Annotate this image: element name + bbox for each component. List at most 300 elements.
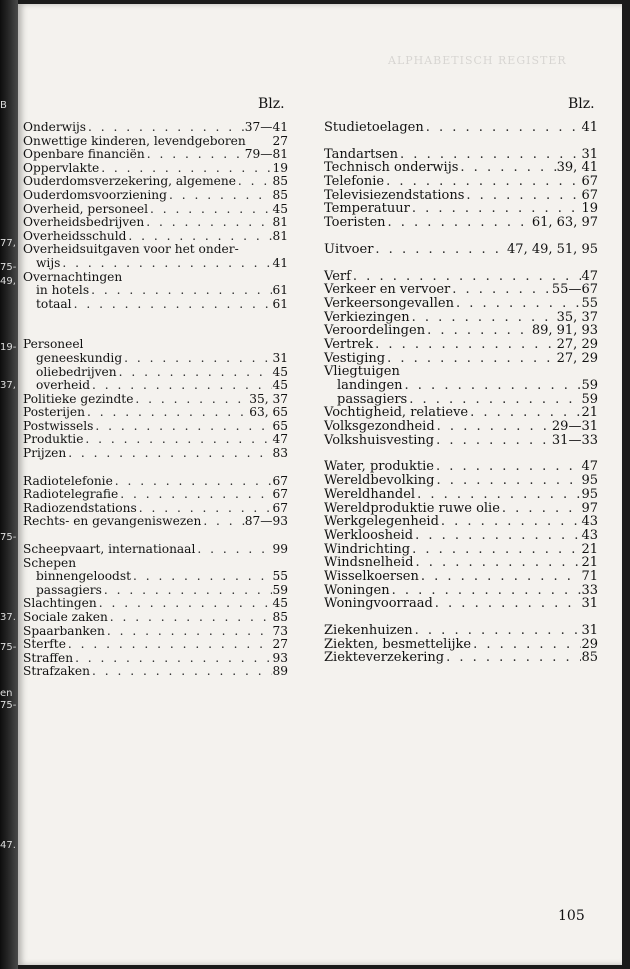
- dot-leader: [450, 283, 552, 297]
- entry-pages: 47: [272, 432, 288, 447]
- entry-label: Produktie: [23, 432, 84, 447]
- entry-label: Studietoelagen: [324, 120, 424, 135]
- dot-leader: [413, 556, 581, 570]
- entry-label: Televisiezendstations: [324, 187, 465, 203]
- margin-fragment: 47.: [0, 840, 16, 851]
- dot-leader: [413, 624, 582, 638]
- entry-label: Openbare financiën: [23, 147, 145, 162]
- entry-pages: 85: [272, 187, 288, 202]
- dot-leader: [385, 352, 557, 366]
- section-gap: [324, 257, 598, 270]
- entry-pages: 43: [581, 527, 598, 543]
- entry-label: binnengeloodst: [36, 569, 132, 584]
- dot-leader: [108, 611, 273, 625]
- entry-pages: 83: [272, 446, 288, 461]
- dot-leader: [433, 597, 582, 611]
- index-entry: [324, 597, 598, 611]
- index-entry: [324, 243, 598, 257]
- scan-edge-left: [0, 0, 18, 969]
- entry-pages: 55—67: [551, 282, 598, 298]
- index-entry: [23, 257, 288, 271]
- dot-leader: [398, 148, 581, 162]
- entry-pages: 67: [272, 473, 288, 488]
- index-entry: [324, 121, 598, 135]
- index-entry: [324, 529, 598, 543]
- index-entry: [324, 556, 598, 570]
- index-entry: [23, 488, 288, 502]
- index-entry: [23, 338, 288, 352]
- entry-label: Temperatuur: [324, 201, 410, 217]
- entry-label: Ziekenhuizen: [324, 623, 413, 638]
- index-entry: [23, 148, 288, 162]
- entry-label: Slachtingen: [23, 596, 97, 611]
- index-entry: [23, 475, 288, 489]
- index-entry: [23, 162, 288, 176]
- dot-leader: [60, 257, 272, 271]
- index-entry: [324, 543, 598, 557]
- entry-pages: 21: [581, 405, 598, 421]
- index-entry: [324, 624, 598, 638]
- dot-leader: [90, 665, 273, 679]
- dot-leader: [464, 189, 581, 203]
- index-entry: [23, 638, 288, 652]
- entry-label: Verf: [324, 268, 351, 284]
- entry-pages: 29: [581, 636, 598, 652]
- entry-label: Overheid, personeel: [23, 201, 149, 216]
- entry-pages: 81: [272, 215, 288, 230]
- dot-leader: [386, 216, 532, 230]
- dot-leader: [86, 121, 245, 135]
- entry-pages: 99: [272, 542, 288, 557]
- right-column-blz-label: Blz.: [568, 96, 595, 112]
- entry-pages: 27, 29: [556, 350, 598, 366]
- dot-leader: [73, 652, 272, 666]
- entry-label: Vliegtuigen: [324, 364, 400, 380]
- dot-leader: [195, 543, 272, 557]
- index-entry: [23, 175, 288, 189]
- entry-label: Sterfte: [23, 637, 66, 652]
- entry-pages: 33: [581, 582, 598, 598]
- index-entry: [23, 447, 288, 461]
- dot-leader: [102, 584, 273, 598]
- entry-label: Ziekteverzekering: [324, 650, 445, 666]
- entry-label: Technisch onderwijs: [324, 160, 459, 176]
- dot-leader: [118, 488, 272, 502]
- entry-label: Prijzen: [23, 446, 67, 461]
- entry-label: Ouderdomsvoorziening: [23, 187, 167, 202]
- dot-leader: [144, 216, 272, 230]
- entry-pages: 87—93: [244, 514, 288, 529]
- dot-leader: [83, 433, 272, 447]
- entry-pages: 31: [581, 146, 598, 162]
- entry-label: geneeskundig: [36, 350, 123, 365]
- index-entry: [23, 625, 288, 639]
- dot-leader: [468, 406, 581, 420]
- entry-label: Werkgelegenheid: [324, 514, 439, 530]
- entry-label: Veroordelingen: [324, 323, 426, 339]
- entry-pages: 35, 37: [556, 309, 598, 325]
- index-entry: [23, 652, 288, 666]
- left-index-column: [23, 121, 288, 679]
- dot-leader: [93, 420, 272, 434]
- index-entry: [23, 543, 288, 557]
- dot-leader: [133, 393, 249, 407]
- dot-leader: [66, 638, 273, 652]
- entry-pages: 93: [272, 650, 288, 665]
- entry-label: Verkiezingen: [324, 309, 410, 325]
- index-entry: [324, 297, 598, 311]
- entry-label: Uitvoer: [324, 241, 374, 257]
- index-entry: [324, 651, 598, 665]
- index-entry: [324, 379, 598, 393]
- entry-pages: 95: [581, 486, 598, 502]
- index-entry: [23, 406, 288, 420]
- entry-pages: 45: [272, 378, 288, 393]
- index-entry: [324, 393, 598, 407]
- entry-label: Straffen: [23, 650, 74, 665]
- dot-leader: [97, 597, 273, 611]
- dot-leader: [410, 311, 557, 325]
- entry-pages: 85: [581, 650, 598, 666]
- index-entry: [23, 203, 288, 217]
- entry-pages: 45: [272, 201, 288, 216]
- entry-label: in hotels: [36, 283, 90, 298]
- index-entry: [23, 366, 288, 380]
- index-entry: [324, 161, 598, 175]
- dot-leader: [407, 393, 581, 407]
- dot-leader: [167, 189, 273, 203]
- entry-pages: 27, 29: [556, 336, 598, 352]
- index-entry: [324, 202, 598, 216]
- entry-label: Strafzaken: [23, 664, 90, 679]
- index-entry: [324, 216, 598, 230]
- index-entry: [23, 611, 288, 625]
- entry-label: Spaarbanken: [23, 623, 105, 638]
- entry-pages: 19: [272, 160, 288, 175]
- index-entry: [23, 230, 288, 244]
- index-entry: [324, 311, 598, 325]
- margin-fragment: 37.: [0, 612, 16, 623]
- entry-pages: 95: [581, 473, 598, 489]
- dot-leader: [454, 297, 582, 311]
- entry-label: Overheidsbedrijven: [23, 215, 145, 230]
- dot-leader: [434, 474, 581, 488]
- entry-pages: 31: [272, 350, 288, 365]
- entry-label: Wereldproduktie ruwe olie: [324, 500, 500, 516]
- entry-label: Radiotelefonie: [23, 473, 113, 488]
- entry-label: Vestiging: [324, 350, 386, 366]
- entry-label: Personeel: [23, 337, 84, 352]
- dot-leader: [117, 366, 273, 380]
- index-entry: [23, 189, 288, 203]
- index-entry: [23, 557, 288, 571]
- dot-leader: [410, 543, 581, 557]
- dot-leader: [201, 515, 244, 529]
- entry-pages: 47: [581, 459, 598, 475]
- index-entry: [324, 283, 598, 297]
- dot-leader: [131, 570, 272, 584]
- entry-pages: 47, 49, 51, 95: [507, 241, 598, 257]
- index-entry: [23, 570, 288, 584]
- entry-pages: 85: [272, 174, 288, 189]
- dot-leader: [413, 529, 581, 543]
- index-entry: [23, 665, 288, 679]
- dot-leader: [444, 651, 581, 665]
- entry-label: landingen: [337, 378, 403, 393]
- margin-fragment: 75-: [0, 700, 17, 711]
- entry-pages: 45: [272, 364, 288, 379]
- dot-leader: [458, 161, 556, 175]
- entry-pages: 55: [272, 569, 288, 584]
- entry-label: Overheidsuitgaven voor het onder-: [23, 242, 239, 257]
- entry-pages: 67: [581, 187, 598, 203]
- dot-leader: [410, 202, 582, 216]
- entry-pages: 81: [272, 228, 288, 243]
- entry-pages: 61: [272, 283, 288, 298]
- index-entry: [324, 474, 598, 488]
- entry-pages: 67: [272, 487, 288, 502]
- entry-pages: 63, 65: [249, 405, 288, 420]
- index-entry: [23, 216, 288, 230]
- index-entry: [324, 406, 598, 420]
- entry-pages: 37—41: [244, 120, 288, 134]
- entry-label: Politieke gezindte: [23, 391, 134, 406]
- dot-leader: [90, 379, 272, 393]
- dot-leader: [434, 460, 581, 474]
- entry-label: Onwettige kinderen, levendgeboren: [23, 133, 246, 148]
- entry-label: Overnachtingen: [23, 269, 123, 284]
- dot-leader: [145, 148, 245, 162]
- section-gap: [23, 311, 288, 338]
- index-entry: [324, 175, 598, 189]
- index-entry: [23, 433, 288, 447]
- entry-label: Volksgezondheid: [324, 419, 435, 435]
- entry-pages: 73: [272, 623, 288, 638]
- entry-pages: 59: [581, 378, 598, 393]
- entry-pages: 19: [581, 201, 598, 217]
- entry-pages: 67: [272, 500, 288, 515]
- entry-pages: 21: [581, 555, 598, 571]
- section-gap: [23, 529, 288, 543]
- entry-pages: 31—33: [551, 432, 598, 448]
- entry-label: Oppervlakte: [23, 160, 100, 175]
- entry-label: Water, produktie: [324, 459, 434, 475]
- dot-leader: [471, 638, 581, 652]
- index-entry: [23, 135, 288, 149]
- dot-leader: [384, 175, 581, 189]
- entry-label: Vertrek: [324, 336, 374, 352]
- index-entry: [324, 515, 598, 529]
- dot-leader: [72, 298, 273, 312]
- entry-label: Verkeersongevallen: [324, 295, 454, 311]
- entry-pages: 59: [581, 391, 598, 407]
- entry-label: Telefonie: [324, 174, 385, 190]
- entry-pages: 59: [272, 582, 288, 597]
- entry-label: Tandartsen: [324, 146, 399, 162]
- index-entry: [324, 460, 598, 474]
- section-gap: [324, 135, 598, 148]
- entry-label: Wisselkoersen: [324, 568, 419, 584]
- entry-pages: 71: [581, 568, 598, 584]
- entry-pages: 61: [272, 296, 288, 311]
- index-entry: [324, 570, 598, 584]
- dot-leader: [373, 338, 557, 352]
- dot-leader: [126, 230, 272, 244]
- dot-leader: [500, 502, 582, 516]
- entry-label: totaal: [36, 296, 72, 311]
- entry-pages: 21: [581, 541, 598, 557]
- dot-leader: [99, 162, 272, 176]
- entry-label: Sociale zaken: [23, 610, 108, 624]
- dot-leader: [137, 502, 273, 516]
- index-entry: [324, 324, 598, 338]
- entry-label: Woningvoorraad: [324, 596, 433, 612]
- index-entry: [23, 597, 288, 611]
- entry-pages: 97: [581, 500, 598, 516]
- entry-pages: 35, 37: [249, 391, 288, 406]
- index-entry: [324, 488, 598, 502]
- margin-fragment: 75-: [0, 532, 17, 543]
- entry-label: Verkeer en vervoer: [324, 282, 451, 298]
- entry-label: Toeristen: [324, 215, 386, 231]
- entry-label: Woningen: [324, 582, 390, 598]
- index-page: [18, 4, 622, 965]
- margin-fragment: 75-: [0, 262, 17, 273]
- page-number: 105: [558, 908, 585, 924]
- entry-pages: 89, 91, 93: [531, 323, 598, 339]
- margin-fragment: 77,: [0, 238, 16, 249]
- dot-leader: [425, 324, 532, 338]
- dot-leader: [89, 284, 272, 298]
- entry-pages: 31: [581, 623, 598, 638]
- entry-label: Radiozendstations: [23, 500, 137, 515]
- dot-leader: [85, 406, 249, 420]
- index-entry: [23, 121, 288, 135]
- index-entry: [324, 338, 598, 352]
- index-entry: [324, 148, 598, 162]
- entry-label: Vochtigheid, relatieve: [324, 405, 469, 421]
- index-entry: [23, 393, 288, 407]
- entry-label: passagiers: [337, 391, 408, 407]
- section-gap: [23, 461, 288, 475]
- dot-leader: [66, 447, 272, 461]
- index-entry: [23, 298, 288, 312]
- index-entry: [23, 284, 288, 298]
- entry-pages: 55: [581, 295, 598, 311]
- margin-fragment: 37,: [0, 380, 16, 391]
- entry-label: Windrichting: [324, 541, 411, 557]
- entry-label: Ouderdomsverzekering, algemene: [23, 174, 236, 189]
- dot-leader: [435, 420, 552, 434]
- entry-pages: 79—81: [244, 147, 288, 162]
- index-entry: [324, 420, 598, 434]
- entry-label: Postwissels: [23, 418, 94, 433]
- dot-leader: [105, 625, 273, 639]
- margin-fragment: en: [0, 688, 13, 699]
- index-entry: [23, 271, 288, 285]
- entry-pages: 41: [272, 255, 288, 270]
- entry-label: passagiers: [36, 582, 102, 597]
- dot-leader: [148, 203, 272, 217]
- dot-leader: [236, 175, 273, 189]
- entry-pages: 43: [581, 514, 598, 530]
- index-entry: [324, 352, 598, 366]
- index-entry: [23, 243, 288, 257]
- dot-leader: [424, 121, 582, 135]
- dot-leader: [403, 379, 582, 393]
- entry-label: wijs: [36, 255, 61, 270]
- index-entry: [23, 420, 288, 434]
- entry-pages: 47: [581, 268, 598, 284]
- index-entry: [23, 502, 288, 516]
- entry-label: Schepen: [23, 555, 77, 570]
- entry-label: oliebedrijven: [36, 364, 117, 379]
- right-index-column: [324, 121, 598, 665]
- index-entry: [324, 270, 598, 284]
- entry-pages: 39, 41: [556, 160, 598, 176]
- entry-pages: 27: [272, 637, 288, 652]
- entry-label: Scheepvaart, internationaal: [23, 542, 196, 557]
- dot-leader: [351, 270, 582, 284]
- margin-fragment: 19-: [0, 342, 17, 353]
- entry-label: Overheidsschuld: [23, 228, 127, 243]
- dot-leader: [122, 352, 272, 366]
- dot-leader: [390, 584, 582, 598]
- index-entry: [23, 352, 288, 366]
- entry-pages: 45: [272, 596, 288, 611]
- entry-pages: 41: [581, 120, 598, 135]
- dot-leader: [113, 475, 273, 489]
- entry-label: Ziekten, besmettelijke: [324, 636, 472, 652]
- entry-label: Wereldbevolking: [324, 473, 435, 489]
- entry-label: Volkshuisvesting: [324, 432, 435, 448]
- index-entry: [324, 584, 598, 598]
- entry-pages: 27: [272, 133, 288, 148]
- dot-leader: [373, 243, 507, 257]
- running-header-bleedthrough: ALPHABETISCH REGISTER: [388, 54, 567, 67]
- entry-pages: 85: [272, 610, 288, 624]
- entry-label: Windsnelheid: [324, 555, 414, 571]
- dot-leader: [439, 515, 582, 529]
- dot-leader: [415, 488, 581, 502]
- section-gap: [324, 230, 598, 243]
- left-column-blz-label: Blz.: [258, 96, 285, 112]
- entry-pages: 29—31: [551, 419, 598, 435]
- margin-fragment: 75-: [0, 642, 17, 653]
- index-entry: [324, 365, 598, 379]
- dot-leader: [434, 434, 552, 448]
- index-entry: [324, 434, 598, 448]
- entry-label: Werkloosheid: [324, 527, 414, 543]
- index-entry: [23, 515, 288, 529]
- index-entry: [23, 584, 288, 598]
- dot-leader: [419, 570, 582, 584]
- index-entry: [324, 502, 598, 516]
- entry-label: Wereldhandel: [324, 486, 416, 502]
- entry-pages: 31: [581, 596, 598, 612]
- entry-label: Onderwijs: [23, 120, 87, 134]
- entry-pages: 89: [272, 664, 288, 679]
- entry-pages: 65: [272, 418, 288, 433]
- entry-label: Radiotelegrafie: [23, 487, 119, 502]
- index-entry: [23, 379, 288, 393]
- index-entry: [324, 638, 598, 652]
- entry-pages: 61, 63, 97: [531, 215, 598, 231]
- entry-label: overheid: [36, 378, 91, 393]
- margin-fragment: B: [0, 100, 7, 111]
- margin-fragment: 49,: [0, 276, 16, 287]
- entry-label: Posterijen: [23, 405, 85, 420]
